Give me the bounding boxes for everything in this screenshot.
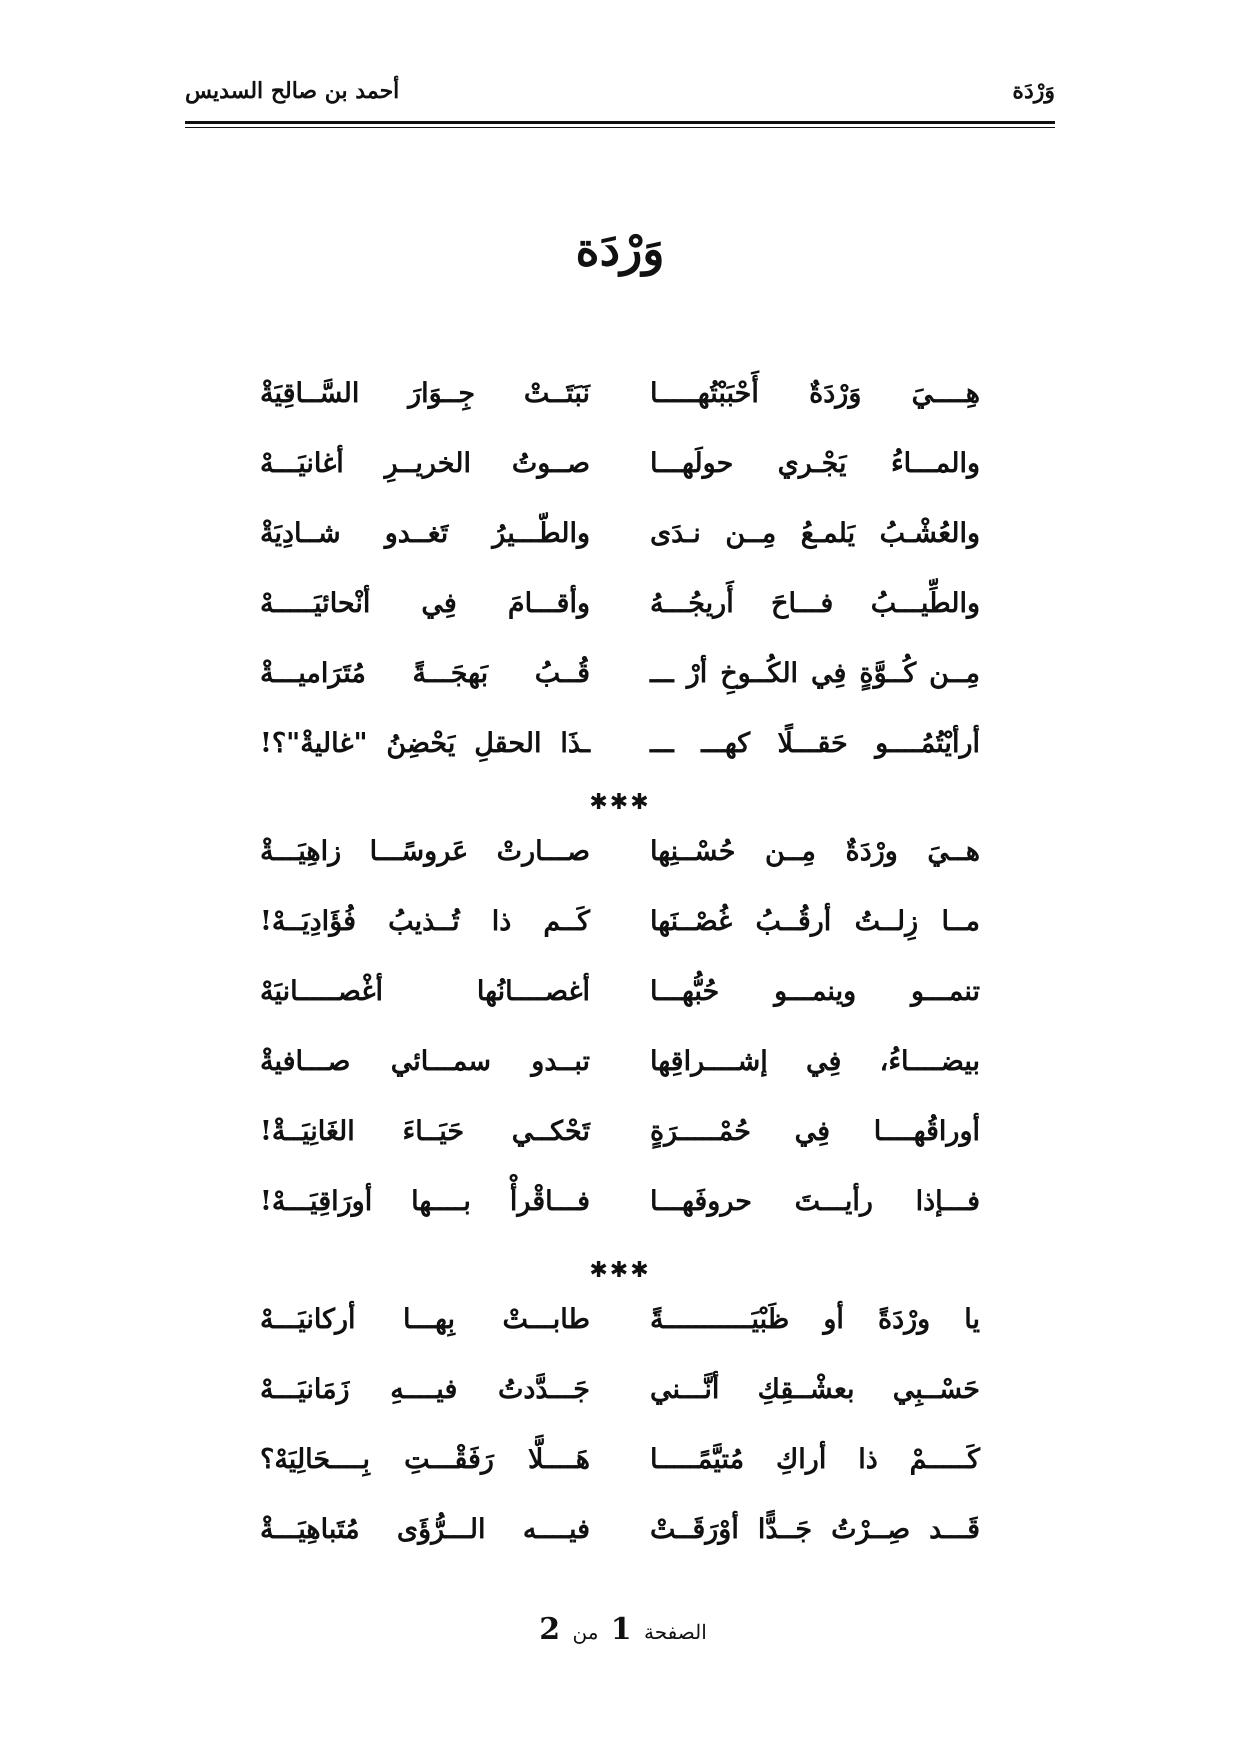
verse-second-hemistich: طابـــتْ بِهـــا أركانيَـــهْ bbox=[260, 1304, 590, 1335]
header-rule-thick bbox=[185, 121, 1055, 124]
verse bbox=[260, 512, 980, 582]
verse-second-hemistich: فـــاقْرأْ بــــها أورَاقِيَـــهْ! bbox=[260, 1186, 590, 1217]
verse-second-hemistich: نَبَتَــتْ جِــوَارَ السَّــاقِيَةْ bbox=[260, 378, 590, 409]
verse bbox=[260, 1298, 980, 1368]
verse-second-hemistich: جَـــدَّدتُ فيــــهِ زَمَانيَـــهْ bbox=[260, 1374, 590, 1405]
verse-first-hemistich: أرأيْتُمُــــو حَقـــلًا كهـــ ـــ bbox=[650, 728, 980, 759]
verse-first-hemistich: والمـــاءُ يَجْـري حولَهـــا bbox=[650, 448, 980, 479]
verse bbox=[260, 1110, 980, 1180]
footer-total-pages: 2 bbox=[539, 1612, 561, 1647]
verse bbox=[260, 970, 980, 1040]
verse-first-hemistich: هــيَ ورْدَةٌ مِــن حُسْــنِها bbox=[650, 836, 980, 867]
stanza-separator: ✱✱✱ bbox=[589, 790, 651, 815]
verse-first-hemistich: مِــن كُــوَّةٍ فِي الكُــوخِ أرْ ـــ bbox=[650, 658, 980, 689]
verse-first-hemistich: فـــإذا رأيـــتَ حروفَهـــا bbox=[650, 1186, 980, 1217]
verse bbox=[260, 582, 980, 652]
stanza-1 bbox=[260, 372, 980, 792]
verse bbox=[260, 900, 980, 970]
verse-second-hemistich: صــوتُ الخريــرِ أغانيَـــهْ bbox=[260, 448, 590, 479]
verse-first-hemistich: مــا زِلــتُ أرقُــبُ غُصْــنَها bbox=[650, 906, 980, 937]
verse bbox=[260, 652, 980, 722]
verse-first-hemistich: والطِّيـــبُ فـــاحَ أَريجُـــهُ bbox=[650, 588, 980, 619]
verse-first-hemistich: تنمـــو وينمـــو حُبُّهـــا bbox=[650, 976, 980, 1007]
verse-second-hemistich: والطّـــيرُ تَغــدو شــادِيَةْ bbox=[260, 518, 590, 549]
verse bbox=[260, 1368, 980, 1438]
verse-first-hemistich: والعُشْـبُ يَلمـعُ مِــن نـدَى bbox=[650, 518, 980, 549]
verse-second-hemistich: فيــــه الـــرُّؤَى مُتَباهِيَـــةْ bbox=[260, 1514, 590, 1545]
verse-first-hemistich: بيضــــاءُ، فِي إشــــراقِها bbox=[650, 1046, 980, 1077]
verse bbox=[260, 1508, 980, 1578]
page-footer bbox=[0, 1612, 1240, 1647]
verse-second-hemistich: ـذَا الحقلِ يَحْضِنُ "غاليةْ"؟! bbox=[260, 728, 590, 759]
stanza-separator: ✱✱✱ bbox=[589, 1258, 651, 1283]
stanza-3 bbox=[260, 1298, 980, 1578]
verse-second-hemistich: قُــبُ بَهجَـــةً مُتَرَاميـــةْ bbox=[260, 658, 590, 689]
poem-title: وَرْدَة bbox=[575, 222, 665, 276]
verse bbox=[260, 1040, 980, 1110]
verse-second-hemistich: تبــدو سمـــائي صـــافيةْ bbox=[260, 1046, 590, 1077]
header-author: أحمد بن صالح السديس bbox=[185, 78, 400, 104]
verse-first-hemistich: يا ورْدَةً أو ظَبْيَـــــــــــةً bbox=[650, 1304, 980, 1335]
verse bbox=[260, 372, 980, 442]
verse bbox=[260, 722, 980, 792]
verse bbox=[260, 830, 980, 900]
verse bbox=[260, 442, 980, 512]
footer-current-page: 1 bbox=[610, 1612, 632, 1647]
verse-first-hemistich: هِــــيَ وَرْدَةٌ أَحْبَبْتُهـــــا bbox=[650, 378, 980, 409]
stanza-2 bbox=[260, 830, 980, 1250]
header-rule-thin bbox=[185, 127, 1055, 128]
verse-second-hemistich: صـــارتْ عَروسًـــا زاهِيَـــةْ bbox=[260, 836, 590, 867]
verse-second-hemistich: وأقـــامَ فِي أنْحائيَـــــهْ bbox=[260, 588, 590, 619]
verse bbox=[260, 1180, 980, 1250]
footer-of-label: من bbox=[572, 1620, 599, 1644]
verse-first-hemistich: قَـــد صِــرْتُ جَــدًّا أوْرَقَــتْ bbox=[650, 1514, 980, 1545]
verse-first-hemistich: أوراقُهــــا فِي حُمْـــــرَةٍ bbox=[650, 1116, 980, 1147]
footer-page-label: الصفحة bbox=[644, 1620, 707, 1644]
verse-second-hemistich: هَــــلَّا رَفَقْـــتِ بِــــحَالِيَهْ؟ bbox=[260, 1444, 590, 1475]
header-poem-title: وَرْدَة bbox=[1012, 78, 1055, 104]
verse-first-hemistich: كَـــــمْ ذا أراكِ مُتيَّمًـــــا bbox=[650, 1444, 980, 1475]
verse-second-hemistich: أغصــــانُها أغْصـــــانيَهْ bbox=[260, 976, 590, 1007]
verse-first-hemistich: حَسْــبِي بعشْــقِكِ أنَّـــني bbox=[650, 1374, 980, 1405]
verse bbox=[260, 1438, 980, 1508]
verse-second-hemistich: كَــم ذا تُــذيبُ فُؤَادِيَــهْ! bbox=[260, 906, 590, 937]
page-header bbox=[185, 78, 1055, 118]
verse-second-hemistich: تَحْكــي حَيَــاءَ الغَانِيَــةْ! bbox=[260, 1116, 590, 1147]
